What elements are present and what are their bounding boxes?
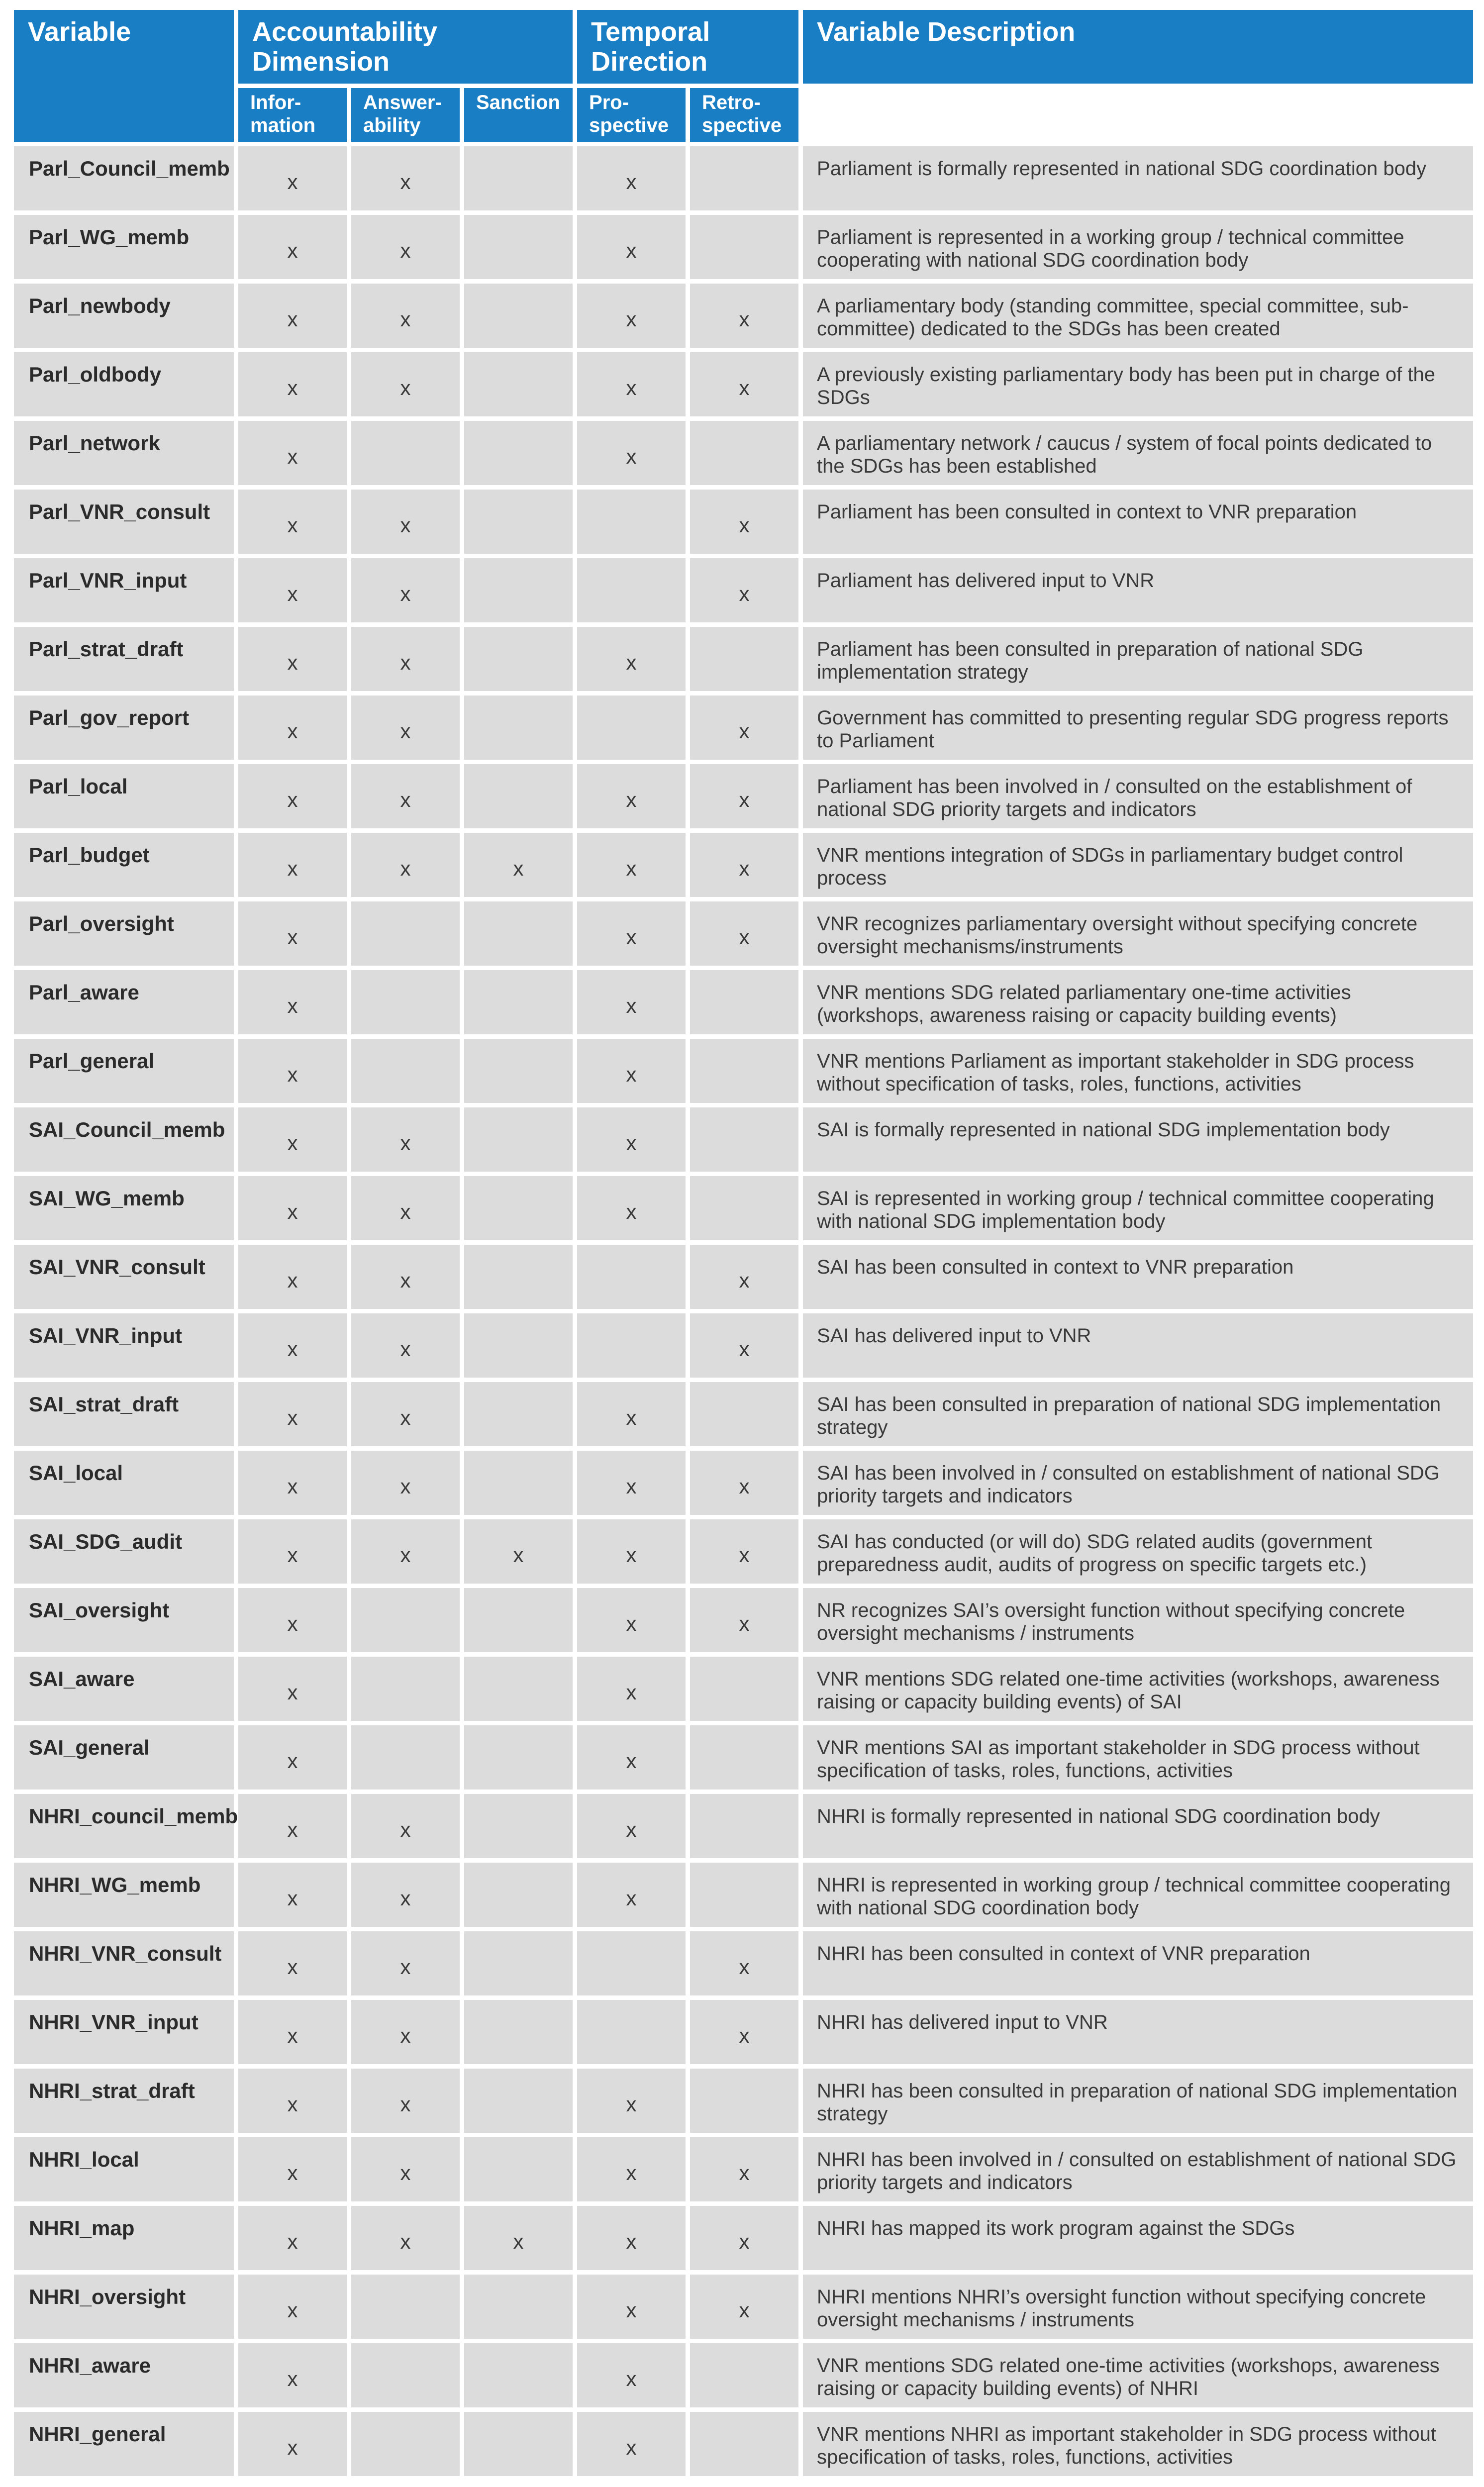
- variable-name: Parl_budget: [14, 833, 234, 897]
- prospective-mark: x: [577, 1176, 686, 1240]
- prospective-mark: x: [577, 1794, 686, 1858]
- retrospective-mark: [690, 627, 798, 691]
- variable-description: SAI is formally represented in national SDG implementation body: [803, 1107, 1473, 1172]
- table-row: [14, 2412, 1473, 2476]
- variable-name: NHRI_general: [14, 2412, 234, 2476]
- variable-description: VNR mentions integration of SDGs in parliamentary budget control process: [803, 833, 1473, 897]
- answerability-mark: x: [351, 1794, 460, 1858]
- information-mark: x: [238, 901, 347, 966]
- table-row: [14, 696, 1473, 760]
- variable-description: VNR mentions SDG related one-time activities (workshops, awareness raising or capacity building events) of SAI: [803, 1657, 1473, 1721]
- retrospective-mark: x: [690, 1588, 798, 1652]
- answerability-mark: x: [351, 2069, 460, 2133]
- variable-name: SAI_strat_draft: [14, 1382, 234, 1446]
- retrospective-mark: [690, 2343, 798, 2407]
- retrospective-mark: [690, 1107, 798, 1172]
- information-mark: x: [238, 970, 347, 1034]
- answerability-mark: x: [351, 2206, 460, 2270]
- variable-name: SAI_local: [14, 1451, 234, 1515]
- table-row: [14, 215, 1473, 279]
- table-row: [14, 1725, 1473, 1790]
- prospective-mark: x: [577, 764, 686, 828]
- prospective-mark: x: [577, 2275, 686, 2339]
- table-row: [14, 2343, 1473, 2407]
- information-mark: x: [238, 833, 347, 897]
- header-accountability-dimension: Accountability Dimension: [238, 10, 573, 84]
- variable-description: NHRI is formally represented in national SDG coordination body: [803, 1794, 1473, 1858]
- information-mark: x: [238, 1382, 347, 1446]
- information-mark: x: [238, 558, 347, 622]
- sanction-mark: [464, 2069, 573, 2133]
- variable-name: Parl_Council_memb: [14, 146, 234, 210]
- retrospective-mark: x: [690, 284, 798, 348]
- answerability-mark: [351, 2275, 460, 2339]
- variable-name: SAI_VNR_consult: [14, 1245, 234, 1309]
- sanction-mark: x: [464, 833, 573, 897]
- header-variable-description: Variable Description: [803, 10, 1473, 84]
- variable-description: SAI has been consulted in context to VNR preparation: [803, 1245, 1473, 1309]
- retrospective-mark: x: [690, 352, 798, 416]
- answerability-mark: x: [351, 558, 460, 622]
- variable-description: SAI has been consulted in preparation of national SDG implementation strategy: [803, 1382, 1473, 1446]
- variable-description: NR recognizes SAI’s oversight function without specifying concrete oversight mechanisms / instruments: [803, 1588, 1473, 1652]
- answerability-mark: [351, 1588, 460, 1652]
- answerability-mark: [351, 1657, 460, 1721]
- sanction-mark: [464, 2000, 573, 2064]
- answerability-mark: x: [351, 1107, 460, 1172]
- variable-name: Parl_gov_report: [14, 696, 234, 760]
- sanction-mark: [464, 352, 573, 416]
- retrospective-mark: x: [690, 1245, 798, 1309]
- variable-name: NHRI_oversight: [14, 2275, 234, 2339]
- information-mark: x: [238, 1794, 347, 1858]
- variable-description: SAI has conducted (or will do) SDG related audits (government preparedness audit, audits of progress on specific targets etc.): [803, 1519, 1473, 1584]
- sanction-mark: [464, 1382, 573, 1446]
- sanction-mark: [464, 2412, 573, 2476]
- variable-description: VNR mentions Parliament as important stakeholder in SDG process without specification of tasks, roles, functions, activities: [803, 1039, 1473, 1103]
- variable-description: VNR mentions SDG related parliamentary one-time activities (workshops, awareness raising or capacity building events): [803, 970, 1473, 1034]
- answerability-mark: x: [351, 627, 460, 691]
- header-description-spacer: [803, 88, 1473, 142]
- information-mark: x: [238, 1245, 347, 1309]
- answerability-mark: [351, 970, 460, 1034]
- header-retrospective: Retro-spective: [690, 88, 798, 142]
- header-prospective: Pro-spective: [577, 88, 686, 142]
- variable-name: NHRI_map: [14, 2206, 234, 2270]
- variable-name: SAI_general: [14, 1725, 234, 1790]
- prospective-mark: x: [577, 627, 686, 691]
- retrospective-mark: [690, 1794, 798, 1858]
- table-body: [14, 146, 1473, 2476]
- prospective-mark: x: [577, 1657, 686, 1721]
- table-row: [14, 1039, 1473, 1103]
- variable-description: Parliament is formally represented in national SDG coordination body: [803, 146, 1473, 210]
- table-row: [14, 1931, 1473, 1995]
- answerability-mark: x: [351, 1519, 460, 1584]
- table-row: [14, 833, 1473, 897]
- information-mark: x: [238, 1313, 347, 1378]
- information-mark: x: [238, 2206, 347, 2270]
- answerability-mark: [351, 2412, 460, 2476]
- information-mark: x: [238, 352, 347, 416]
- answerability-mark: x: [351, 1451, 460, 1515]
- table-header: [14, 10, 1473, 142]
- information-mark: x: [238, 1451, 347, 1515]
- variable-name: Parl_strat_draft: [14, 627, 234, 691]
- information-mark: x: [238, 1931, 347, 1995]
- answerability-mark: x: [351, 2000, 460, 2064]
- table-row: [14, 352, 1473, 416]
- information-mark: x: [238, 1176, 347, 1240]
- prospective-mark: x: [577, 352, 686, 416]
- sanction-mark: [464, 627, 573, 691]
- variable-description: VNR mentions SDG related one-time activities (workshops, awareness raising or capacity building events) of NHRI: [803, 2343, 1473, 2407]
- table-row: [14, 2275, 1473, 2339]
- variable-name: NHRI_strat_draft: [14, 2069, 234, 2133]
- table-row: [14, 1588, 1473, 1652]
- prospective-mark: x: [577, 1039, 686, 1103]
- retrospective-mark: [690, 421, 798, 485]
- information-mark: x: [238, 1863, 347, 1927]
- retrospective-mark: [690, 2412, 798, 2476]
- information-mark: x: [238, 1519, 347, 1584]
- sanction-mark: [464, 1039, 573, 1103]
- variable-description: Parliament has been consulted in context to VNR preparation: [803, 490, 1473, 554]
- variable-name: Parl_network: [14, 421, 234, 485]
- variable-name: Parl_WG_memb: [14, 215, 234, 279]
- table-row: [14, 1451, 1473, 1515]
- information-mark: x: [238, 2137, 347, 2201]
- table-row: [14, 901, 1473, 966]
- sanction-mark: x: [464, 1519, 573, 1584]
- information-mark: x: [238, 421, 347, 485]
- sanction-mark: [464, 1588, 573, 1652]
- retrospective-mark: [690, 1725, 798, 1790]
- answerability-mark: [351, 421, 460, 485]
- variable-description: SAI has delivered input to VNR: [803, 1313, 1473, 1378]
- header-information: Infor-mation: [238, 88, 347, 142]
- table-row: [14, 1313, 1473, 1378]
- answerability-mark: x: [351, 146, 460, 210]
- variable-description: NHRI mentions NHRI’s oversight function without specifying concrete oversight mechanisms / instruments: [803, 2275, 1473, 2339]
- header-variable: Variable: [14, 10, 234, 142]
- variable-description: SAI has been involved in / consulted on establishment of national SDG priority targets and indicators: [803, 1451, 1473, 1515]
- prospective-mark: x: [577, 284, 686, 348]
- variable-description: A previously existing parliamentary body has been put in charge of the SDGs: [803, 352, 1473, 416]
- variable-description: VNR mentions SAI as important stakeholder in SDG process without specification of tasks, roles, functions, activities: [803, 1725, 1473, 1790]
- information-mark: x: [238, 1588, 347, 1652]
- prospective-mark: x: [577, 1863, 686, 1927]
- sanction-mark: [464, 1451, 573, 1515]
- information-mark: x: [238, 1657, 347, 1721]
- information-mark: x: [238, 490, 347, 554]
- variable-description: NHRI has delivered input to VNR: [803, 2000, 1473, 2064]
- variable-name: Parl_oversight: [14, 901, 234, 966]
- prospective-mark: x: [577, 2206, 686, 2270]
- prospective-mark: x: [577, 1382, 686, 1446]
- sanction-mark: [464, 970, 573, 1034]
- retrospective-mark: x: [690, 558, 798, 622]
- sanction-mark: [464, 2343, 573, 2407]
- table-row: [14, 764, 1473, 828]
- retrospective-mark: [690, 1657, 798, 1721]
- retrospective-mark: [690, 2069, 798, 2133]
- prospective-mark: x: [577, 2137, 686, 2201]
- answerability-mark: x: [351, 1863, 460, 1927]
- sanction-mark: [464, 1176, 573, 1240]
- retrospective-mark: x: [690, 833, 798, 897]
- table-row: [14, 627, 1473, 691]
- variable-description: NHRI is represented in working group / technical committee cooperating with national SDG coordination body: [803, 1863, 1473, 1927]
- prospective-mark: [577, 2000, 686, 2064]
- prospective-mark: x: [577, 1451, 686, 1515]
- sanction-mark: [464, 1313, 573, 1378]
- table-row: [14, 1107, 1473, 1172]
- prospective-mark: x: [577, 2343, 686, 2407]
- table-row: [14, 1657, 1473, 1721]
- retrospective-mark: x: [690, 696, 798, 760]
- prospective-mark: x: [577, 1519, 686, 1584]
- variable-description: A parliamentary body (standing committee, special committee, sub-committee) dedicated to the SDGs has been created: [803, 284, 1473, 348]
- retrospective-mark: x: [690, 2206, 798, 2270]
- header-temporal-direction: Temporal Direction: [577, 10, 798, 84]
- variable-description: Parliament has delivered input to VNR: [803, 558, 1473, 622]
- information-mark: x: [238, 2275, 347, 2339]
- retrospective-mark: [690, 970, 798, 1034]
- table-row: [14, 490, 1473, 554]
- retrospective-mark: [690, 1382, 798, 1446]
- variable-name: NHRI_VNR_consult: [14, 1931, 234, 1995]
- prospective-mark: x: [577, 2069, 686, 2133]
- retrospective-mark: x: [690, 1313, 798, 1378]
- variable-name: SAI_SDG_audit: [14, 1519, 234, 1584]
- variable-description: NHRI has been consulted in context of VNR preparation: [803, 1931, 1473, 1995]
- prospective-mark: x: [577, 215, 686, 279]
- answerability-mark: [351, 2343, 460, 2407]
- retrospective-mark: x: [690, 1931, 798, 1995]
- sanction-mark: [464, 2275, 573, 2339]
- answerability-mark: x: [351, 2137, 460, 2201]
- retrospective-mark: x: [690, 2137, 798, 2201]
- prospective-mark: x: [577, 421, 686, 485]
- prospective-mark: [577, 1245, 686, 1309]
- table-row: [14, 1382, 1473, 1446]
- variable-table: [9, 5, 1478, 2481]
- retrospective-mark: x: [690, 1451, 798, 1515]
- sanction-mark: [464, 1245, 573, 1309]
- information-mark: x: [238, 2343, 347, 2407]
- variable-description: NHRI has mapped its work program against the SDGs: [803, 2206, 1473, 2270]
- table-row: [14, 1794, 1473, 1858]
- variable-name: NHRI_council_memb: [14, 1794, 234, 1858]
- retrospective-mark: x: [690, 1519, 798, 1584]
- variable-name: NHRI_VNR_input: [14, 2000, 234, 2064]
- information-mark: x: [238, 1039, 347, 1103]
- sanction-mark: [464, 1657, 573, 1721]
- table-row: [14, 2069, 1473, 2133]
- sanction-mark: [464, 284, 573, 348]
- retrospective-mark: x: [690, 490, 798, 554]
- header-sanction: Sanction: [464, 88, 573, 142]
- prospective-mark: x: [577, 901, 686, 966]
- variable-name: NHRI_local: [14, 2137, 234, 2201]
- sanction-mark: [464, 146, 573, 210]
- variable-description: Parliament has been consulted in preparation of national SDG implementation strategy: [803, 627, 1473, 691]
- variable-description: Parliament has been involved in / consulted on the establishment of national SDG priority targets and indicators: [803, 764, 1473, 828]
- sanction-mark: [464, 1725, 573, 1790]
- retrospective-mark: [690, 1863, 798, 1927]
- table-row: [14, 2000, 1473, 2064]
- prospective-mark: x: [577, 833, 686, 897]
- variable-name: Parl_VNR_input: [14, 558, 234, 622]
- information-mark: x: [238, 2412, 347, 2476]
- table-row: [14, 146, 1473, 210]
- answerability-mark: x: [351, 1382, 460, 1446]
- variable-name: SAI_WG_memb: [14, 1176, 234, 1240]
- prospective-mark: x: [577, 146, 686, 210]
- retrospective-mark: x: [690, 901, 798, 966]
- answerability-mark: x: [351, 352, 460, 416]
- sanction-mark: [464, 901, 573, 966]
- sanction-mark: [464, 490, 573, 554]
- answerability-mark: x: [351, 1176, 460, 1240]
- information-mark: x: [238, 696, 347, 760]
- variable-description: NHRI has been involved in / consulted on establishment of national SDG priority targets and indicators: [803, 2137, 1473, 2201]
- retrospective-mark: [690, 1039, 798, 1103]
- answerability-mark: x: [351, 696, 460, 760]
- information-mark: x: [238, 2000, 347, 2064]
- answerability-mark: [351, 901, 460, 966]
- variable-name: SAI_VNR_input: [14, 1313, 234, 1378]
- information-mark: x: [238, 2069, 347, 2133]
- information-mark: x: [238, 1725, 347, 1790]
- information-mark: x: [238, 146, 347, 210]
- prospective-mark: x: [577, 1588, 686, 1652]
- sanction-mark: [464, 421, 573, 485]
- answerability-mark: [351, 1725, 460, 1790]
- sanction-mark: [464, 764, 573, 828]
- header-answerability: Answer-ability: [351, 88, 460, 142]
- variable-description: A parliamentary network / caucus / system of focal points dedicated to the SDGs has been established: [803, 421, 1473, 485]
- prospective-mark: [577, 490, 686, 554]
- retrospective-mark: x: [690, 764, 798, 828]
- variable-name: SAI_aware: [14, 1657, 234, 1721]
- table-row: [14, 2206, 1473, 2270]
- table-row: [14, 558, 1473, 622]
- information-mark: x: [238, 764, 347, 828]
- variable-name: SAI_Council_memb: [14, 1107, 234, 1172]
- information-mark: x: [238, 284, 347, 348]
- prospective-mark: x: [577, 2412, 686, 2476]
- answerability-mark: x: [351, 833, 460, 897]
- table-row: [14, 284, 1473, 348]
- variable-description: Government has committed to presenting regular SDG progress reports to Parliament: [803, 696, 1473, 760]
- variable-description: Parliament is represented in a working group / technical committee cooperating with national SDG coordination body: [803, 215, 1473, 279]
- variable-name: NHRI_aware: [14, 2343, 234, 2407]
- variable-name: Parl_newbody: [14, 284, 234, 348]
- variable-name: NHRI_WG_memb: [14, 1863, 234, 1927]
- answerability-mark: x: [351, 284, 460, 348]
- information-mark: x: [238, 1107, 347, 1172]
- sanction-mark: [464, 215, 573, 279]
- retrospective-mark: [690, 146, 798, 210]
- table-row: [14, 1245, 1473, 1309]
- answerability-mark: x: [351, 1245, 460, 1309]
- prospective-mark: [577, 1313, 686, 1378]
- table-row: [14, 1519, 1473, 1584]
- variable-name: Parl_VNR_consult: [14, 490, 234, 554]
- variable-name: SAI_oversight: [14, 1588, 234, 1652]
- sanction-mark: [464, 1794, 573, 1858]
- retrospective-mark: [690, 1176, 798, 1240]
- variable-name: Parl_general: [14, 1039, 234, 1103]
- variable-name: Parl_oldbody: [14, 352, 234, 416]
- variable-description: NHRI has been consulted in preparation of national SDG implementation strategy: [803, 2069, 1473, 2133]
- information-mark: x: [238, 215, 347, 279]
- retrospective-mark: x: [690, 2275, 798, 2339]
- answerability-mark: x: [351, 490, 460, 554]
- answerability-mark: x: [351, 1931, 460, 1995]
- answerability-mark: x: [351, 215, 460, 279]
- variable-description: VNR mentions NHRI as important stakeholder in SDG process without specification of tasks, roles, functions, activities: [803, 2412, 1473, 2476]
- retrospective-mark: x: [690, 2000, 798, 2064]
- answerability-mark: [351, 1039, 460, 1103]
- sanction-mark: [464, 1107, 573, 1172]
- sanction-mark: x: [464, 2206, 573, 2270]
- retrospective-mark: [690, 215, 798, 279]
- table-row: [14, 1863, 1473, 1927]
- prospective-mark: [577, 558, 686, 622]
- sanction-mark: [464, 696, 573, 760]
- prospective-mark: x: [577, 1107, 686, 1172]
- sanction-mark: [464, 558, 573, 622]
- prospective-mark: [577, 696, 686, 760]
- sanction-mark: [464, 2137, 573, 2201]
- information-mark: x: [238, 627, 347, 691]
- answerability-mark: x: [351, 1313, 460, 1378]
- table-row: [14, 421, 1473, 485]
- table-row: [14, 2137, 1473, 2201]
- prospective-mark: [577, 1931, 686, 1995]
- prospective-mark: x: [577, 1725, 686, 1790]
- prospective-mark: x: [577, 970, 686, 1034]
- sanction-mark: [464, 1931, 573, 1995]
- table-row: [14, 1176, 1473, 1240]
- variable-description: SAI is represented in working group / technical committee cooperating with national SDG implementation body: [803, 1176, 1473, 1240]
- variable-name: Parl_aware: [14, 970, 234, 1034]
- variable-name: Parl_local: [14, 764, 234, 828]
- sanction-mark: [464, 1863, 573, 1927]
- answerability-mark: x: [351, 764, 460, 828]
- variable-description: VNR recognizes parliamentary oversight without specifying concrete oversight mechanisms/instruments: [803, 901, 1473, 966]
- table-row: [14, 970, 1473, 1034]
